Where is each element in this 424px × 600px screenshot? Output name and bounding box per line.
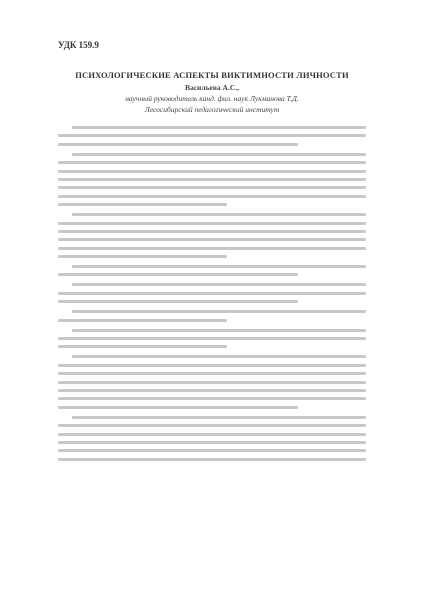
organization-line: Лесосибирский педагогический институт	[144, 105, 280, 114]
paragraph	[58, 416, 366, 461]
text-line	[58, 441, 366, 444]
text-line	[72, 126, 366, 129]
text-line	[72, 310, 366, 313]
paragraph	[58, 213, 366, 258]
text-line	[58, 433, 366, 436]
text-line	[58, 406, 298, 409]
article-body	[58, 126, 366, 461]
text-line	[58, 345, 227, 348]
text-line	[72, 329, 366, 332]
text-line	[58, 381, 366, 384]
text-line	[72, 153, 366, 156]
text-line	[58, 195, 366, 198]
text-line	[58, 372, 366, 375]
text-line	[58, 319, 227, 322]
text-line	[58, 337, 366, 340]
text-line	[58, 397, 366, 400]
text-line	[58, 178, 366, 181]
text-line	[58, 203, 227, 206]
text-line	[58, 247, 366, 250]
text-line	[72, 283, 366, 286]
text-line	[72, 416, 366, 419]
text-line	[58, 170, 366, 173]
paragraph	[58, 283, 366, 303]
text-line	[58, 222, 366, 225]
udc-code: УДК 159.9	[58, 40, 99, 50]
text-line	[58, 143, 298, 146]
paragraph	[58, 310, 366, 321]
text-line	[58, 230, 366, 233]
paragraph	[58, 153, 366, 206]
text-line	[72, 355, 366, 358]
paragraph	[58, 355, 366, 408]
text-line	[58, 389, 366, 392]
text-line	[58, 292, 366, 295]
paragraph	[58, 265, 366, 276]
text-line	[58, 273, 298, 276]
text-line	[58, 238, 366, 241]
supervisor-line: научный руководитель канд. фил. наук Лукманова Т.Д.	[125, 94, 299, 103]
author-line: Васильева А.С.,	[184, 83, 240, 92]
text-line	[58, 161, 366, 164]
text-line	[72, 213, 366, 216]
text-line	[58, 424, 366, 427]
text-line	[58, 449, 366, 452]
article-title: ПСИХОЛОГИЧЕСКИЕ АСПЕКТЫ ВИКТИМНОСТИ ЛИЧНОСТИ	[75, 70, 349, 80]
text-line	[58, 458, 366, 461]
text-line	[58, 300, 298, 303]
paragraph	[58, 329, 366, 349]
text-line	[58, 186, 366, 189]
paragraph	[58, 126, 366, 146]
text-line	[58, 255, 227, 258]
text-line	[72, 265, 366, 268]
text-line	[58, 364, 366, 367]
text-line	[58, 134, 366, 137]
